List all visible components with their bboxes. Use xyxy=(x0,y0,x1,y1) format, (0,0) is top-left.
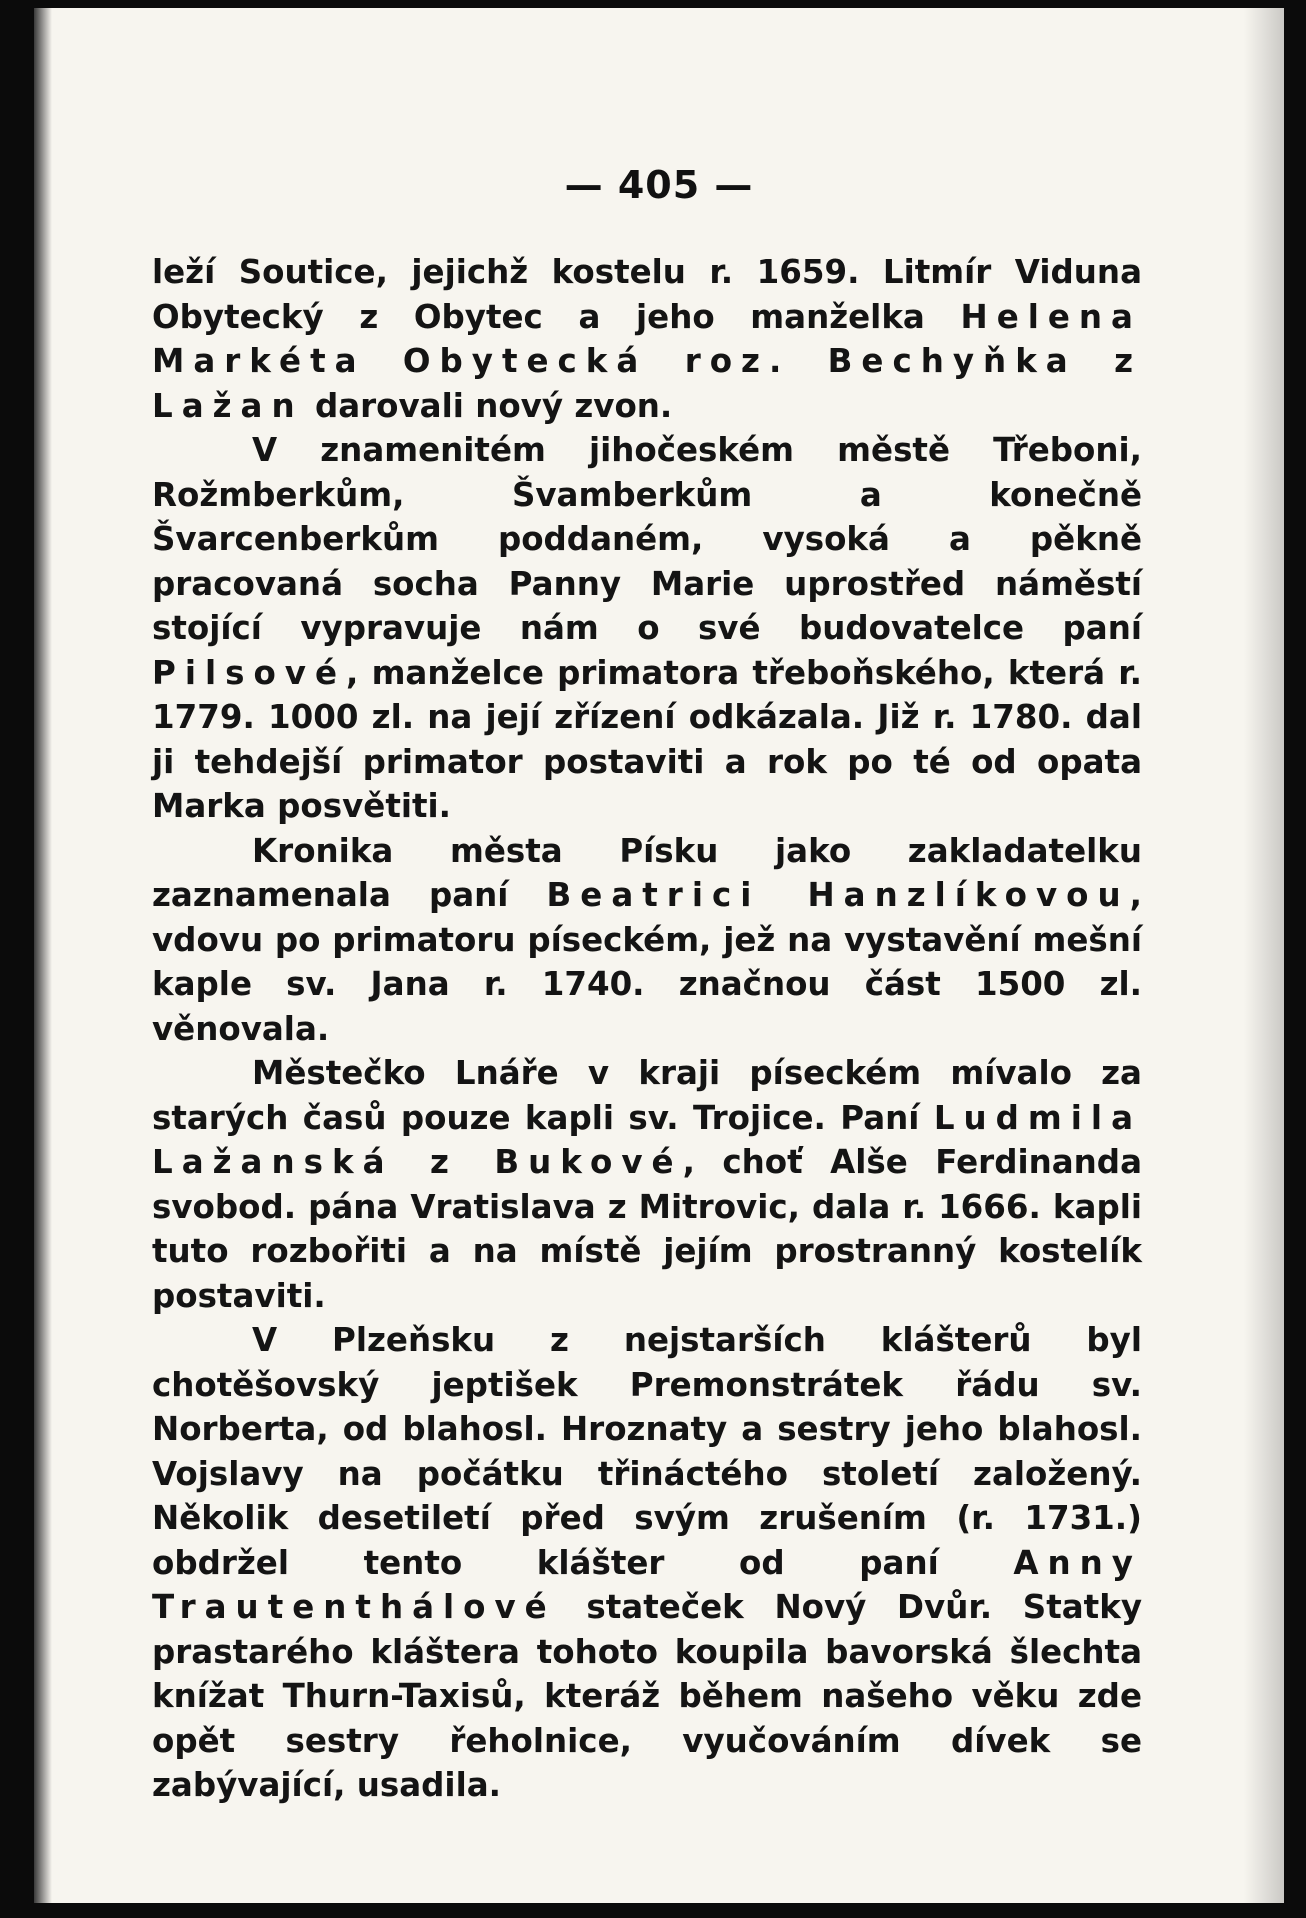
page-edge-shadow xyxy=(1244,8,1284,1903)
spaced-name: Pilsové xyxy=(152,653,346,692)
spaced-name: Helena Markéta Obytecká roz. Bechyňka z Lažan xyxy=(152,297,1142,425)
text-segment: leží Soutice, jejichž kostelu r. 1659. Litmír Viduna Obytecký z Obytec a jeho manželka xyxy=(152,253,1142,336)
book-page xyxy=(34,8,1284,1903)
text-segment: V znamenitém jihočeském městě Třeboni, Rožmberkům, Švamberkům a konečně Švarcenberkům poddaném, vysoká a pěkně pracovaná socha Panny Marie uprostřed náměstí stojící vypravuje nám o své budovatelce paní xyxy=(152,431,1142,647)
text-segment: Městečko Lnáře v kraji píseckém mívalo za starých časů pouze kapli sv. Trojice. Paní xyxy=(152,1054,1142,1137)
spaced-name: Anny Trautenthálové xyxy=(152,1543,1142,1626)
text-segment: , vdovu po primatoru píseckém, jež na vystavění mešní kaple sv. Jana r. 1740. značnou část 1500 zl. věnovala. xyxy=(152,876,1142,1048)
binding-shadow xyxy=(34,8,52,1903)
text-segment: , manželce primatora třeboňského, která r. 1779. 1000 zl. na její zřízení odkázala. Již r. 1780. dal ji tehdejší primator postaviti a rok po té od opata Marka posvětiti. xyxy=(152,653,1142,825)
paragraph xyxy=(152,250,1142,428)
text-segment: , choť Alše Ferdinanda svobod. pána Vratislava z Mitrovic, dala r. 1666. kapli tuto rozbořiti a na místě jejím prostranný kostelík postaviti. xyxy=(152,1143,1142,1315)
page-number: — 405 — xyxy=(564,163,754,207)
paragraph xyxy=(152,1318,1142,1808)
paragraph xyxy=(152,829,1142,1052)
text-segment: darovali nový zvon. xyxy=(303,386,673,425)
paragraph xyxy=(152,1051,1142,1318)
text-segment: stateček Nový Dvůr. Statky prastarého kláštera tohoto koupila bavorská šlechta knížat Thurn-Taxisů, kteráž během našeho věku zde opět sestry řeholnice, vyučováním dívek se zabývající, usadila. xyxy=(152,1588,1142,1804)
spaced-name: Ludmila Lažanská z Bukové xyxy=(152,1098,1142,1181)
text-segment: Kronika města Písku jako zakladatelku zaznamenala paní xyxy=(152,831,1142,914)
body-text xyxy=(152,250,1142,1808)
paragraph xyxy=(152,428,1142,829)
text-segment: V Plzeňsku z nejstarších klášterů byl chotěšovský jeptišek Premonstrátek řádu sv. Norberta, od blahosl. Hroznaty a sestry jeho blahosl. Vojslavy na počátku třináctého století založený. Několik desetiletí před svým zrušením (r. 1731.) obdržel tento klášter od paní xyxy=(152,1321,1142,1582)
spaced-name: Beatrici Hanzlíkovou xyxy=(546,876,1130,914)
